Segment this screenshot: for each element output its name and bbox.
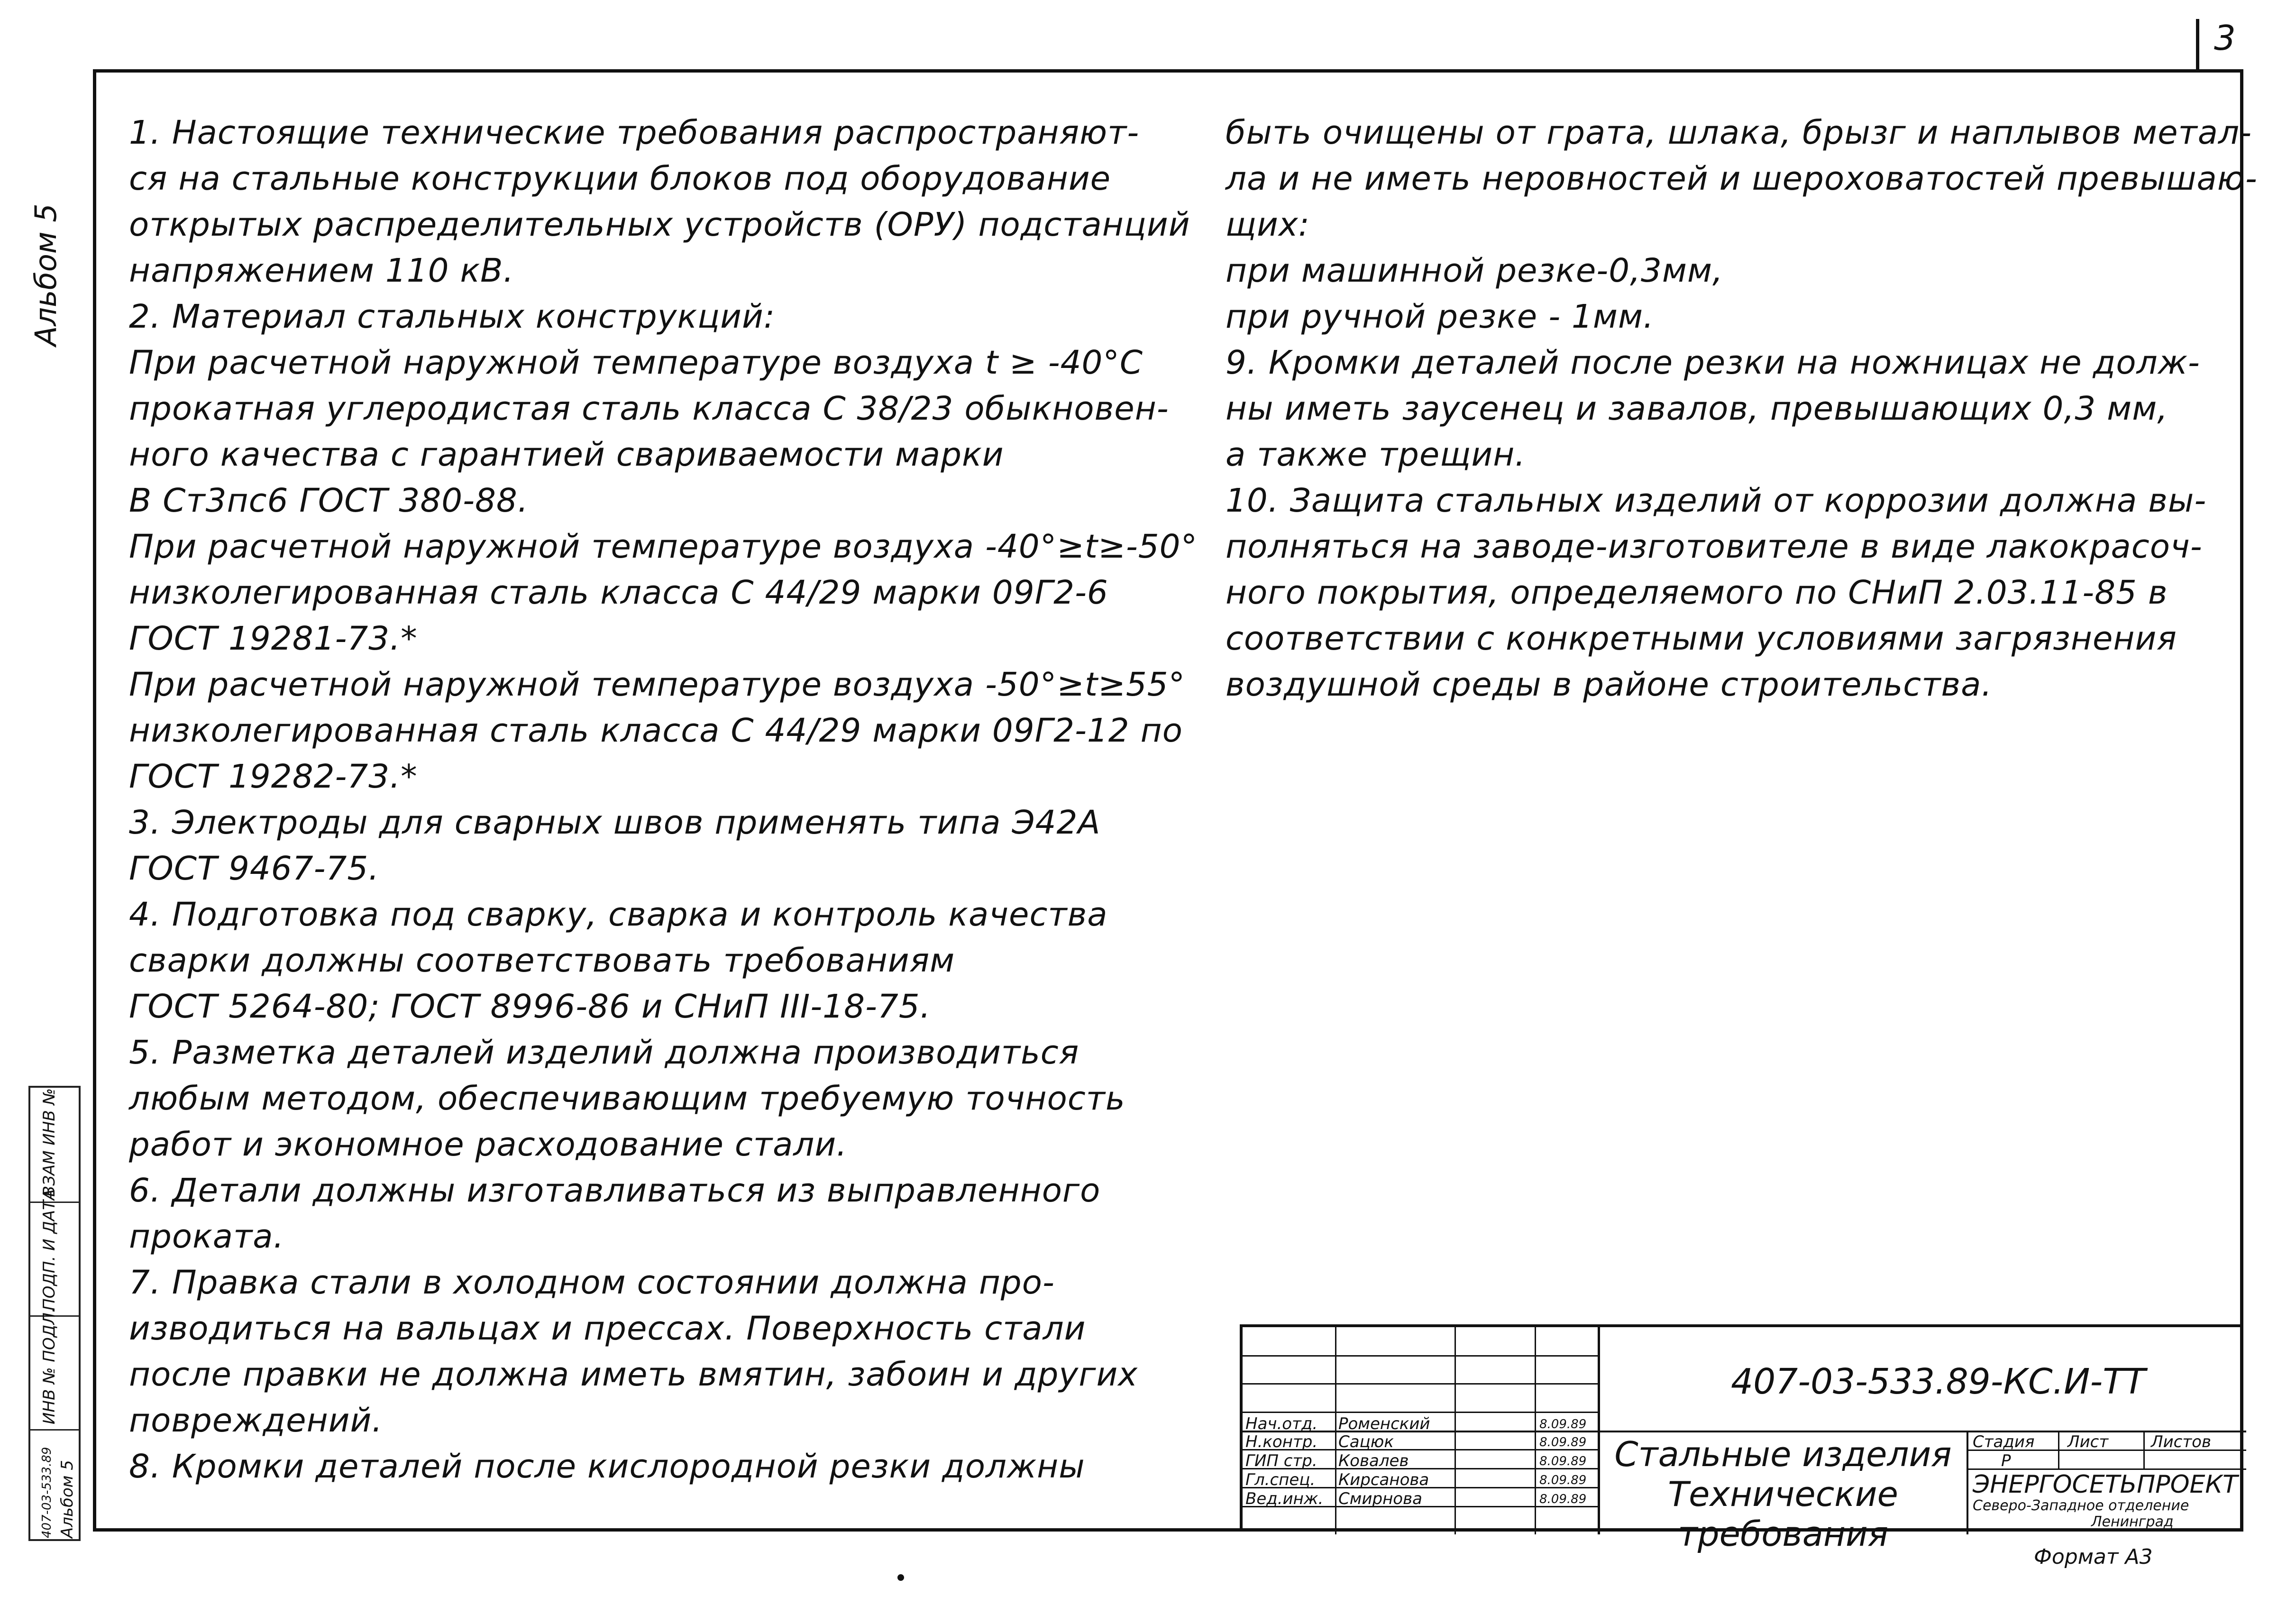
- signature-date: 8.09.89: [1539, 1454, 1587, 1468]
- document-title: [1603, 1434, 1963, 1554]
- signature-date: 8.09.89: [1539, 1417, 1587, 1431]
- tb-rule: [1535, 1327, 1536, 1534]
- org-city: Ленинград: [2091, 1514, 2174, 1530]
- tb-rule: [1243, 1412, 1598, 1413]
- text-line: 3. Электроды для сварных швов применять типа Э42А: [129, 804, 1101, 842]
- text-line: ГОСТ 19282-73.*: [129, 758, 418, 796]
- tb-rule: [1967, 1431, 1968, 1534]
- side-stamp-text: Альбом 5: [58, 1460, 77, 1538]
- text-line: ного покрытия, определяемого по СНиП 2.03.11-85 в: [1226, 574, 2168, 612]
- document-code: 407-03-533.89-КС.И-ТТ: [1731, 1361, 2146, 1402]
- organisation-block: [1973, 1471, 2243, 1530]
- text-line: ся на стальные конструкции блоков под оборудование: [129, 160, 1111, 198]
- signature-name: Ковалев: [1338, 1451, 1409, 1470]
- text-line: прокатная углеродистая сталь класса С 38/23 обыкновен-: [129, 390, 1169, 428]
- speck: [897, 1574, 904, 1581]
- text-line: при машинной резке-0,3мм,: [1226, 252, 1723, 290]
- text-line: ла и не иметь неровностей и шероховатостей превышаю-: [1226, 160, 2258, 198]
- signature-role: Нач.отд.: [1245, 1414, 1318, 1433]
- album-label: Альбом 5: [28, 203, 63, 346]
- tb-rule: [1598, 1327, 1600, 1534]
- text-line: полняться на заводе-изготовителе в виде лакокрасоч-: [1226, 528, 2203, 566]
- text-line: щих:: [1226, 206, 1310, 244]
- text-line: ГОСТ 5264-80; ГОСТ 8996-86 и СНиП III-18-75.: [129, 988, 931, 1026]
- text-line: 10. Защита стальных изделий от коррозии должна вы-: [1226, 482, 2207, 520]
- stage-header: Стадия: [1973, 1432, 2035, 1451]
- text-line: 9. Кромки деталей после резки на ножницах не долж-: [1226, 344, 2200, 382]
- text-line: соответствии с конкретными условиями загрязнения: [1226, 620, 2177, 658]
- signature-date: 8.09.89: [1539, 1435, 1587, 1450]
- text-line: 4. Подготовка под сварку, сварка и контроль качества: [129, 896, 1108, 934]
- text-line: ны иметь заусенец и завалов, превышающих 0,3 мм,: [1226, 390, 2168, 428]
- signature-role: Гл.спец.: [1245, 1470, 1316, 1489]
- signature-role: ГИП стр.: [1245, 1451, 1317, 1470]
- signature-name: Роменский: [1338, 1414, 1430, 1433]
- text-line: изводиться на вальцах и прессах. Поверхность стали: [129, 1310, 1086, 1348]
- text-line: 8. Кромки деталей после кислородной резки должны: [129, 1448, 1085, 1486]
- title-line: требования: [1677, 1514, 1889, 1554]
- text-line: 5. Разметка деталей изделий должна производиться: [129, 1034, 1079, 1072]
- signature-name: Кирсанова: [1338, 1470, 1429, 1489]
- text-line: При расчетной наружной температуре воздуха t ≥ -40°C: [129, 344, 1143, 382]
- title-block: [1240, 1324, 2243, 1554]
- signature-role: Н.контр.: [1245, 1432, 1318, 1451]
- stage-value: Р: [2001, 1451, 2011, 1470]
- tb-rule: [2143, 1431, 2145, 1469]
- tb-rule: [2058, 1431, 2059, 1469]
- text-line: сварки должны соответствовать требованиям: [129, 942, 955, 980]
- text-line: открытых распределительных устройств (ОРУ) подстанций: [129, 206, 1190, 244]
- text-line: 2. Материал стальных конструкций:: [129, 298, 776, 336]
- org-branch: Северо-Западное отделение: [1973, 1497, 2189, 1514]
- text-line: после правки не должна иметь вмятин, забоин и других: [129, 1356, 1138, 1394]
- text-line: напряжением 110 кВ.: [129, 252, 514, 290]
- text-line: ГОСТ 19281-73.*: [129, 620, 418, 658]
- tb-rule: [1454, 1327, 1456, 1534]
- signature-date: 8.09.89: [1539, 1492, 1587, 1506]
- text-line: 7. Правка стали в холодном состоянии должна про-: [129, 1264, 1055, 1302]
- tb-rule: [1243, 1383, 1598, 1385]
- signature-date: 8.09.89: [1539, 1473, 1587, 1487]
- text-line: При расчетной наружной температуре воздуха -40°≥t≥-50°: [129, 528, 1198, 566]
- text-line: При расчетной наружной температуре воздуха -50°≥t≥55°: [129, 666, 1186, 704]
- signature-role: Вед.инж.: [1245, 1489, 1324, 1508]
- side-stamp: [28, 1086, 81, 1541]
- text-line: воздушной среды в районе строительства.: [1226, 666, 1993, 704]
- side-stamp-divider: [30, 1429, 79, 1431]
- text-line: ного качества с гарантией свариваемости марки: [129, 436, 1004, 474]
- side-stamp-text: ВЗАМ ИНВ №: [40, 1088, 59, 1197]
- side-stamp-text: ИНВ № ПОДЛ.: [40, 1307, 59, 1424]
- text-line: любым методом, обеспечивающим требуемую точность: [129, 1080, 1125, 1118]
- signature-name: Сацюк: [1338, 1432, 1394, 1451]
- sheet-number: 3: [2214, 18, 2236, 58]
- title-line: Стальные изделия: [1614, 1434, 1952, 1474]
- text-line: ГОСТ 9467-75.: [129, 850, 380, 888]
- right-text-column: [1226, 110, 2258, 708]
- text-line: проката.: [129, 1218, 284, 1256]
- text-line: повреждений.: [129, 1402, 383, 1440]
- text-line: 1. Настоящие технические требования распространяют-: [129, 114, 1140, 152]
- text-line: а также трещин.: [1226, 436, 1526, 474]
- side-stamp-text: ПОДП. И ДАТА: [40, 1189, 59, 1311]
- sheet-header: Лист: [2067, 1432, 2109, 1451]
- tb-rule: [1243, 1355, 1598, 1357]
- text-line: В Ст3пс6 ГОСТ 380-88.: [129, 482, 529, 520]
- left-text-column: [129, 110, 1198, 1490]
- sheets-header: Листов: [2151, 1432, 2212, 1451]
- title-line: Технические: [1668, 1474, 1898, 1514]
- text-line: работ и экономное расходование стали.: [129, 1126, 848, 1164]
- text-line: низколегированная сталь класса С 44/29 марки 09Г2-12 по: [129, 712, 1183, 750]
- org-name: ЭНЕРГОСЕТЬПРОЕКТ: [1973, 1470, 2238, 1499]
- tb-rule: [1335, 1327, 1336, 1534]
- text-line: быть очищены от грата, шлака, брызг и наплывов метал-: [1226, 114, 2252, 152]
- side-stamp-code: 407-03-533.89: [40, 1447, 54, 1538]
- text-line: 6. Детали должны изготавливаться из выправленного: [129, 1172, 1101, 1210]
- text-line: низколегированная сталь класса С 44/29 марки 09Г2-6: [129, 574, 1108, 612]
- signature-name: Смирнова: [1338, 1489, 1422, 1508]
- format-label: Формат А3: [2034, 1545, 2153, 1569]
- text-line: при ручной резке - 1мм.: [1226, 298, 1654, 336]
